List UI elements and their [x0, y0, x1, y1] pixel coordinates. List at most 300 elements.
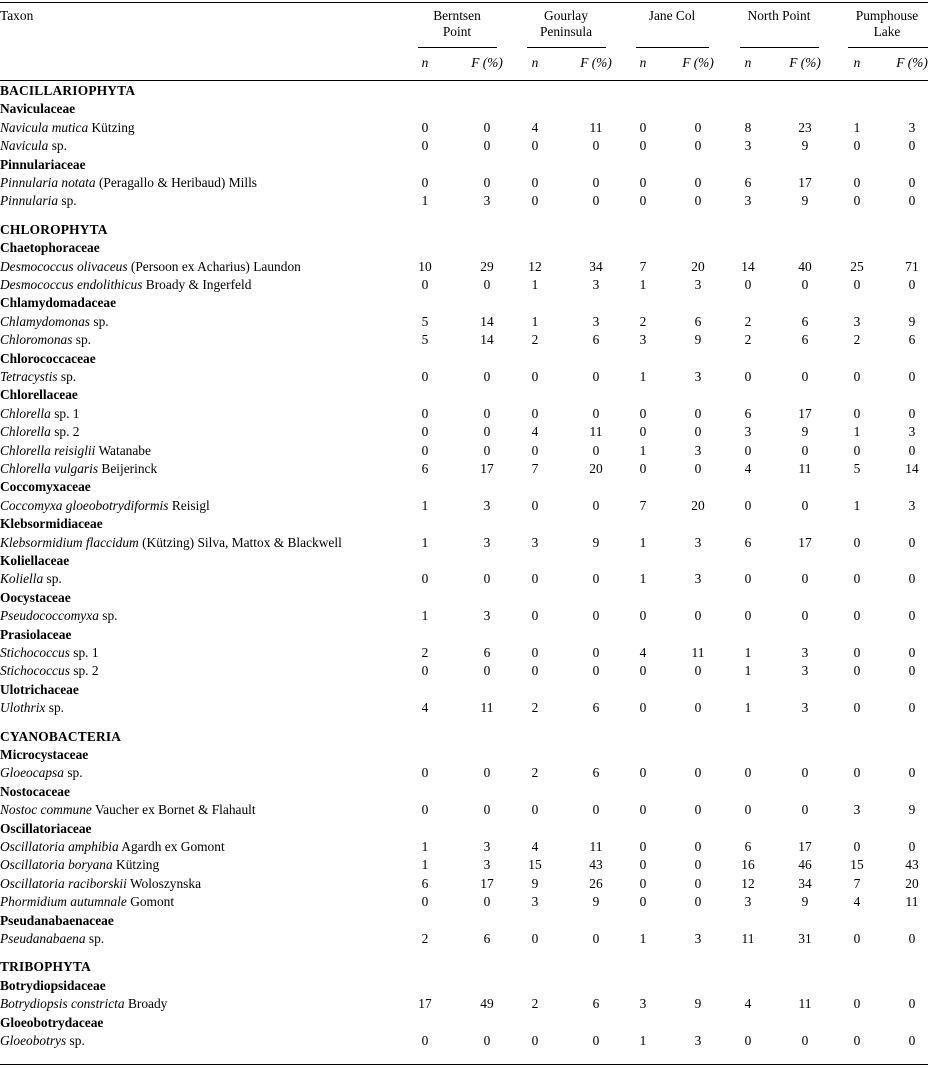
- cell-berntsen-point-n: 0: [421, 1033, 429, 1048]
- cell-berntsen-point-n: 0: [421, 442, 429, 458]
- top-rule: [0, 2, 928, 3]
- cell-north-point-n: 16: [741, 857, 755, 873]
- cell-pumphouse-lake-n: 0: [853, 571, 861, 587]
- taxon-authority: Watanabe: [95, 442, 151, 458]
- phylum-name: CHLOROPHYTA: [0, 221, 108, 237]
- taxon-binomial: Pinnularia notata: [0, 175, 96, 190]
- cell-gourlay-peninsula-n: 2: [531, 332, 539, 348]
- cell-north-point-n: 0: [744, 765, 752, 781]
- subheader-f: F (%): [682, 55, 714, 70]
- taxon-name: [0, 995, 167, 1013]
- cell-north-point-f: 17: [798, 839, 812, 854]
- family-row: [0, 589, 928, 607]
- site-header-underline: [418, 47, 497, 48]
- cell-gourlay-peninsula-n: 0: [531, 802, 539, 818]
- cell-north-point-f: 3: [801, 700, 809, 716]
- cell-pumphouse-lake-n: 0: [853, 765, 861, 781]
- cell-berntsen-point-f: 14: [480, 313, 494, 329]
- cell-jane-col-f: 3: [694, 534, 702, 550]
- family-name: Koliellaceae: [0, 553, 70, 568]
- cell-gourlay-peninsula-f: 0: [592, 802, 600, 818]
- cell-pumphouse-lake-n: 15: [850, 857, 864, 873]
- cell-jane-col-n: 1: [639, 442, 647, 458]
- cell-berntsen-point-n: 0: [421, 138, 429, 154]
- site-header-line2: Lake: [873, 24, 901, 39]
- cell-jane-col-n: 0: [639, 875, 647, 891]
- cell-pumphouse-lake-f: 20: [905, 875, 919, 891]
- family-row: [0, 515, 928, 533]
- site-header-jane-col: [612, 8, 732, 24]
- taxon-authority: sp.: [45, 700, 64, 716]
- family-name: Microcystaceae: [0, 747, 89, 762]
- taxon-binomial: Pseudanabaena: [0, 931, 86, 946]
- taxon-authority: sp.: [58, 193, 77, 209]
- taxon-authority: sp.: [43, 571, 62, 587]
- cell-pumphouse-lake-f: 9: [908, 802, 916, 818]
- cell-north-point-f: 0: [801, 442, 809, 458]
- cell-jane-col-f: 3: [694, 277, 702, 292]
- taxon-binomial: Chlorella: [0, 405, 51, 421]
- cell-north-point-f: 17: [798, 534, 812, 550]
- taxon-binomial: Gloeobotrys: [0, 1033, 67, 1048]
- phylum-row: [0, 221, 928, 239]
- table-row: [0, 995, 928, 1013]
- taxon-authority: Kützing: [112, 857, 160, 873]
- cell-north-point-f: 3: [801, 663, 809, 679]
- cell-pumphouse-lake-n: 1: [853, 119, 861, 135]
- site-header-line1: Jane Col: [648, 8, 696, 23]
- table-row: [0, 119, 928, 137]
- family-row: [0, 294, 928, 312]
- taxon-authority: Agardh ex Gomont: [118, 839, 225, 854]
- cell-north-point-n: 1: [744, 663, 752, 679]
- subheader-f: F (%): [896, 55, 928, 70]
- cell-gourlay-peninsula-f: 9: [592, 894, 600, 910]
- cell-gourlay-peninsula-n: 2: [531, 765, 539, 781]
- cell-jane-col-n: 1: [639, 1033, 647, 1048]
- cell-pumphouse-lake-n: 7: [853, 875, 861, 891]
- cell-berntsen-point-n: 0: [421, 802, 429, 818]
- taxon-name: [0, 442, 151, 460]
- cell-north-point-f: 11: [798, 461, 812, 476]
- cell-gourlay-peninsula-n: 3: [531, 894, 539, 910]
- taxon-name: [0, 423, 80, 441]
- cell-pumphouse-lake-n: 1: [853, 424, 861, 440]
- cell-pumphouse-lake-n: 0: [853, 405, 861, 421]
- family-name: Chlamydomadaceae: [0, 295, 117, 311]
- cell-north-point-n: 6: [744, 839, 752, 854]
- cell-north-point-n: 0: [744, 277, 752, 292]
- cell-gourlay-peninsula-f: 6: [592, 765, 600, 781]
- family-row: [0, 626, 928, 644]
- cell-pumphouse-lake-n: 0: [853, 645, 861, 660]
- cell-pumphouse-lake-f: 0: [908, 442, 916, 458]
- taxon-authority: Broady & Ingerfeld: [142, 277, 252, 292]
- cell-gourlay-peninsula-n: 7: [531, 461, 539, 476]
- cell-jane-col-f: 3: [694, 931, 702, 946]
- cell-gourlay-peninsula-n: 15: [528, 857, 542, 873]
- family-name: Coccomyxaceae: [0, 479, 91, 495]
- cell-berntsen-point-n: 0: [421, 765, 429, 781]
- taxon-binomial: Coccomyxa gloeobotrydiformis: [0, 497, 169, 513]
- taxon-authority: (Persoon ex Acharius) Laundon: [127, 258, 301, 274]
- cell-berntsen-point-n: 2: [421, 645, 429, 660]
- family-row: [0, 912, 928, 930]
- cell-pumphouse-lake-n: 0: [853, 175, 861, 190]
- cell-berntsen-point-f: 0: [483, 442, 491, 458]
- family-name: Ulotrichaceae: [0, 681, 79, 697]
- taxon-binomial: Navicula: [0, 138, 49, 154]
- cell-jane-col-f: 3: [694, 571, 702, 587]
- cell-jane-col-f: 0: [694, 839, 702, 854]
- taxon-authority: Gomont: [126, 894, 175, 910]
- taxon-authority: sp. 2: [69, 663, 99, 679]
- cell-berntsen-point-f: 17: [480, 461, 494, 476]
- taxon-name: [0, 570, 62, 588]
- cell-gourlay-peninsula-n: 0: [531, 663, 539, 679]
- cell-jane-col-n: 0: [639, 424, 647, 440]
- cell-north-point-f: 6: [801, 332, 809, 348]
- taxon-binomial: Chloromonas: [0, 332, 73, 348]
- cell-gourlay-peninsula-n: 0: [531, 645, 539, 660]
- cell-gourlay-peninsula-f: 0: [592, 175, 600, 190]
- site-header-underline: [848, 47, 928, 48]
- taxon-binomial: Chlorella reisiglii: [0, 442, 96, 458]
- cell-north-point-f: 0: [801, 277, 809, 292]
- cell-gourlay-peninsula-f: 0: [592, 193, 600, 209]
- taxon-name: [0, 405, 80, 423]
- taxon-authority: Beijerinck: [98, 461, 158, 476]
- cell-pumphouse-lake-f: 0: [908, 138, 916, 154]
- cell-north-point-n: 8: [744, 119, 752, 135]
- cell-berntsen-point-n: 1: [421, 839, 429, 854]
- cell-jane-col-n: 0: [639, 663, 647, 679]
- subheader-f: F (%): [789, 55, 821, 70]
- phylum-row: [0, 958, 928, 976]
- taxon-authority: sp.: [48, 138, 67, 154]
- cell-jane-col-n: 0: [639, 193, 647, 209]
- cell-gourlay-peninsula-n: 9: [531, 875, 539, 891]
- table-row: [0, 423, 928, 441]
- cell-jane-col-f: 0: [694, 802, 702, 818]
- cell-north-point-f: 34: [798, 875, 812, 891]
- cell-pumphouse-lake-n: 0: [853, 931, 861, 946]
- cell-gourlay-peninsula-n: 0: [531, 571, 539, 587]
- taxon-binomial: Pinnularia: [0, 193, 59, 209]
- subheader-n: n: [421, 55, 429, 70]
- taxon-binomial: Desmococcus endolithicus: [0, 277, 143, 292]
- cell-berntsen-point-n: 0: [421, 571, 429, 587]
- taxon-authority: sp.: [57, 369, 77, 384]
- cell-jane-col-n: 2: [639, 313, 647, 329]
- cell-pumphouse-lake-n: 0: [853, 534, 861, 550]
- cell-berntsen-point-f: 0: [483, 175, 491, 190]
- cell-berntsen-point-f: 3: [483, 857, 491, 873]
- family-name: Chlorococcaceae: [0, 350, 96, 366]
- cell-gourlay-peninsula-f: 11: [589, 119, 603, 135]
- cell-jane-col-n: 0: [639, 839, 647, 854]
- cell-jane-col-n: 0: [639, 461, 647, 476]
- table-row: [0, 764, 928, 782]
- cell-berntsen-point-f: 0: [483, 424, 491, 440]
- cell-north-point-n: 3: [744, 894, 752, 910]
- taxon-name: [0, 838, 225, 856]
- cell-jane-col-f: 0: [694, 700, 702, 716]
- taxon-binomial: Navicula mutica: [0, 119, 89, 135]
- cell-pumphouse-lake-n: 0: [853, 442, 861, 458]
- cell-berntsen-point-f: 6: [483, 645, 491, 660]
- table-row: [0, 856, 928, 874]
- cell-pumphouse-lake-n: 0: [853, 138, 861, 154]
- taxon-binomial: Oscillatoria boryana: [0, 857, 113, 873]
- family-name: Oscillatoriaceae: [0, 820, 92, 836]
- cell-gourlay-peninsula-n: 0: [531, 931, 539, 946]
- site-header-north-point: [719, 8, 839, 24]
- cell-north-point-n: 1: [744, 700, 752, 716]
- cell-gourlay-peninsula-f: 0: [592, 931, 600, 946]
- cell-berntsen-point-n: 1: [421, 608, 429, 624]
- cell-jane-col-n: 3: [639, 996, 647, 1012]
- cell-gourlay-peninsula-f: 0: [592, 442, 600, 458]
- cell-berntsen-point-n: 5: [421, 313, 429, 329]
- cell-berntsen-point-f: 0: [483, 894, 491, 910]
- cell-north-point-n: 3: [744, 138, 752, 154]
- family-name: Chaetophoraceae: [0, 240, 100, 256]
- cell-jane-col-n: 0: [639, 608, 647, 624]
- table-row: [0, 801, 928, 819]
- cell-berntsen-point-n: 0: [421, 663, 429, 679]
- table-row: [0, 442, 928, 460]
- cell-gourlay-peninsula-n: 0: [531, 138, 539, 154]
- taxon-name: [0, 764, 83, 782]
- cell-gourlay-peninsula-n: 0: [531, 175, 539, 190]
- phylum-name: TRIBOPHYTA: [0, 959, 92, 975]
- cell-berntsen-point-f: 0: [483, 369, 491, 384]
- site-header-pumphouse-lake: [827, 8, 928, 40]
- subheader-f: F (%): [580, 55, 612, 70]
- cell-north-point-n: 3: [744, 424, 752, 440]
- taxon-binomial: Klebsormidium flaccidum: [0, 534, 139, 550]
- family-row: [0, 478, 928, 496]
- cell-pumphouse-lake-n: 3: [853, 313, 861, 329]
- subheader-n: n: [744, 55, 752, 70]
- family-name: Oocystaceae: [0, 589, 71, 605]
- table-row: [0, 497, 928, 515]
- table-row: [0, 644, 928, 662]
- cell-north-point-f: 46: [798, 857, 812, 873]
- family-name: Chlorellaceae: [0, 387, 78, 403]
- cell-jane-col-f: 0: [694, 193, 702, 209]
- family-row: [0, 681, 928, 699]
- taxon-name: [0, 313, 109, 331]
- cell-jane-col-f: 6: [694, 313, 702, 329]
- taxon-authority: sp.: [66, 1033, 85, 1048]
- cell-gourlay-peninsula-n: 4: [531, 424, 539, 440]
- cell-north-point-n: 0: [744, 442, 752, 458]
- cell-berntsen-point-n: 0: [421, 424, 429, 440]
- cell-gourlay-peninsula-n: 2: [531, 996, 539, 1012]
- cell-berntsen-point-n: 10: [418, 258, 432, 274]
- family-row: [0, 977, 928, 995]
- family-name: Klebsormidiaceae: [0, 516, 103, 532]
- site-header-line1: Berntsen: [433, 8, 481, 23]
- taxon-name: [0, 644, 99, 662]
- family-name: Pinnulariaceae: [0, 156, 86, 172]
- taxon-name: [0, 497, 210, 515]
- taxon-name: [0, 875, 201, 893]
- cell-north-point-n: 6: [744, 405, 752, 421]
- cell-berntsen-point-f: 0: [483, 571, 491, 587]
- cell-berntsen-point-f: 49: [480, 996, 494, 1012]
- cell-berntsen-point-f: 11: [480, 700, 494, 716]
- cell-gourlay-peninsula-n: 1: [531, 313, 539, 329]
- site-header-line2: Point: [442, 24, 472, 39]
- family-row: [0, 386, 928, 404]
- taxon-authority: sp.: [90, 313, 109, 329]
- taxon-authority: Vaucher ex Bornet & Flahault: [91, 802, 256, 818]
- cell-jane-col-f: 9: [694, 332, 702, 348]
- taxon-binomial: Nostoc commune: [0, 802, 92, 818]
- cell-pumphouse-lake-f: 0: [908, 700, 916, 716]
- cell-jane-col-f: 0: [694, 608, 702, 624]
- taxon-authority: Woloszynska: [126, 875, 202, 891]
- cell-gourlay-peninsula-f: 6: [592, 332, 600, 348]
- cell-berntsen-point-f: 0: [483, 765, 491, 781]
- cell-pumphouse-lake-f: 3: [908, 497, 916, 513]
- cell-pumphouse-lake-n: 25: [850, 258, 864, 274]
- header-taxon: Taxon: [0, 8, 34, 23]
- cell-berntsen-point-n: 1: [421, 497, 429, 513]
- cell-jane-col-n: 0: [639, 138, 647, 154]
- cell-pumphouse-lake-f: 0: [908, 534, 916, 550]
- cell-berntsen-point-n: 1: [421, 534, 429, 550]
- cell-north-point-f: 9: [801, 193, 809, 209]
- cell-gourlay-peninsula-f: 0: [592, 608, 600, 624]
- cell-gourlay-peninsula-f: 26: [589, 875, 603, 891]
- taxon-authority: sp.: [98, 608, 118, 624]
- cell-jane-col-n: 7: [639, 258, 647, 274]
- family-name: Gloeobotrydaceae: [0, 1014, 104, 1030]
- cell-pumphouse-lake-f: 0: [908, 645, 916, 660]
- site-header-gourlay-peninsula: [506, 8, 626, 40]
- cell-gourlay-peninsula-f: 0: [592, 138, 600, 154]
- cell-north-point-n: 0: [744, 608, 752, 624]
- cell-gourlay-peninsula-n: 0: [531, 405, 539, 421]
- taxon-binomial: Oscillatoria raciborskii: [0, 875, 127, 891]
- cell-pumphouse-lake-f: 0: [908, 1033, 916, 1048]
- cell-north-point-n: 4: [744, 996, 752, 1012]
- phylum-name: BACILLARIOPHYTA: [0, 83, 136, 98]
- cell-north-point-n: 6: [744, 175, 752, 190]
- taxon-authority: (Kützing) Silva, Mattox & Blackwell: [138, 534, 342, 550]
- site-header-line1: Gourlay: [544, 8, 588, 23]
- cell-north-point-f: 9: [801, 894, 809, 910]
- cell-jane-col-f: 0: [694, 875, 702, 891]
- family-row: [0, 239, 928, 257]
- table-row: [0, 570, 928, 588]
- subheader-n: n: [639, 55, 647, 70]
- cell-jane-col-f: 0: [694, 857, 702, 873]
- cell-jane-col-f: 20: [691, 497, 705, 513]
- cell-jane-col-n: 0: [639, 802, 647, 818]
- cell-gourlay-peninsula-n: 0: [531, 1033, 539, 1048]
- cell-north-point-f: 17: [798, 175, 812, 190]
- taxon-authority: Broady: [124, 996, 168, 1012]
- cell-berntsen-point-f: 29: [480, 258, 494, 274]
- cell-jane-col-f: 9: [694, 996, 702, 1012]
- cell-north-point-n: 2: [744, 313, 752, 329]
- phylum-row: [0, 82, 928, 100]
- header-bottom-rule: [0, 80, 928, 81]
- cell-jane-col-n: 0: [639, 119, 647, 135]
- cell-north-point-f: 9: [801, 138, 809, 154]
- taxon-binomial: Stichococcus: [0, 645, 70, 660]
- cell-pumphouse-lake-n: 2: [853, 332, 861, 348]
- cell-jane-col-n: 1: [639, 571, 647, 587]
- cell-gourlay-peninsula-f: 0: [592, 405, 600, 421]
- taxon-binomial: Desmococcus olivaceus: [0, 258, 128, 274]
- cell-pumphouse-lake-n: 0: [853, 700, 861, 716]
- cell-berntsen-point-f: 3: [483, 608, 491, 624]
- cell-pumphouse-lake-f: 0: [908, 839, 916, 854]
- table-row: [0, 893, 928, 911]
- table-row: [0, 192, 928, 210]
- site-header-berntsen-point: [397, 8, 517, 40]
- cell-pumphouse-lake-f: 0: [908, 193, 916, 209]
- cell-gourlay-peninsula-f: 3: [592, 277, 600, 292]
- table-row: [0, 930, 928, 948]
- cell-berntsen-point-f: 3: [483, 839, 491, 854]
- table-row: [0, 405, 928, 423]
- cell-jane-col-n: 0: [639, 894, 647, 910]
- taxon-binomial: Botrydiopsis constricta: [0, 996, 125, 1012]
- site-header-underline: [527, 47, 606, 48]
- cell-gourlay-peninsula-f: 34: [589, 258, 603, 274]
- cell-berntsen-point-f: 0: [483, 405, 491, 421]
- taxon-authority: sp. 2: [50, 424, 80, 440]
- cell-north-point-f: 40: [798, 258, 812, 274]
- cell-north-point-f: 0: [801, 369, 809, 384]
- taxon-authority: (Peragallo & Heribaud) Mills: [95, 175, 258, 190]
- family-name: Prasiolaceae: [0, 626, 72, 642]
- cell-jane-col-f: 0: [694, 765, 702, 781]
- taxon-binomial: Chlorella: [0, 424, 51, 440]
- cell-berntsen-point-n: 0: [421, 369, 429, 384]
- cell-pumphouse-lake-f: 0: [908, 175, 916, 190]
- taxon-authority: sp. 1: [69, 645, 99, 660]
- cell-north-point-f: 0: [801, 802, 809, 818]
- cell-north-point-n: 12: [741, 875, 755, 891]
- cell-gourlay-peninsula-f: 0: [592, 571, 600, 587]
- bottom-rule: [0, 1064, 928, 1065]
- subheader-n: n: [531, 55, 539, 70]
- cell-jane-col-f: 0: [694, 663, 702, 679]
- cell-berntsen-point-n: 0: [421, 175, 429, 190]
- cell-berntsen-point-n: 1: [421, 193, 429, 209]
- cell-jane-col-f: 0: [694, 175, 702, 190]
- cell-north-point-f: 11: [798, 996, 812, 1012]
- cell-gourlay-peninsula-n: 4: [531, 839, 539, 854]
- table-row: [0, 313, 928, 331]
- cell-berntsen-point-f: 0: [483, 119, 491, 135]
- taxon-binomial: Stichococcus: [0, 663, 70, 679]
- cell-pumphouse-lake-n: 3: [853, 802, 861, 818]
- cell-berntsen-point-f: 0: [483, 1033, 491, 1048]
- cell-north-point-f: 3: [801, 645, 809, 660]
- cell-berntsen-point-n: 17: [418, 996, 432, 1012]
- cell-gourlay-peninsula-f: 0: [592, 369, 600, 384]
- cell-jane-col-n: 4: [639, 645, 647, 660]
